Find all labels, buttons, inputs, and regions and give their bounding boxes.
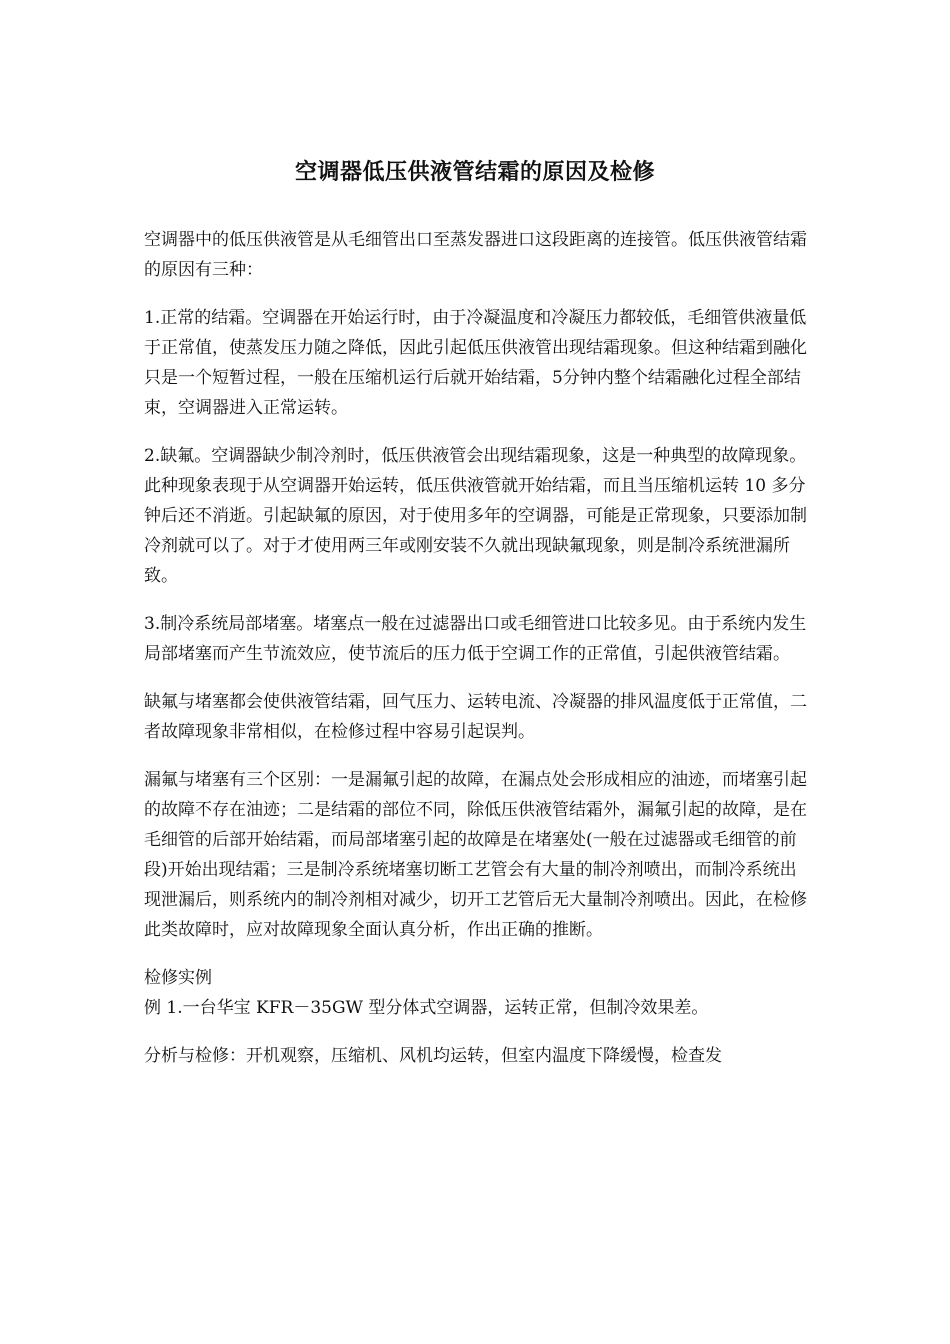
paragraph-example-1: 例 1.一台华宝 KFR－35GW 型分体式空调器，运转正常，但制冷效果差。 xyxy=(144,998,709,1018)
paragraph-analysis: 分析与检修：开机观察，压缩机、风机均运转，但室内温度下降缓慢，检查发 xyxy=(144,1046,722,1066)
paragraph-intro: 空调器中的低压供液管是从毛细管出口至蒸发器进口这段距离的连接管。低压供液管结霜的原因有三种： xyxy=(144,230,807,280)
paragraph-partial-blockage: 3.制冷系统局部堵塞。堵塞点一般在过滤器出口或毛细管进口比较多见。由于系统内发生局部堵塞而产生节流效应，使节流后的压力低于空调工作的正常值，引起供液管结霜。 xyxy=(144,614,807,664)
section-heading-repair-examples: 检修实例 xyxy=(144,968,212,988)
document-title: 空调器低压供液管结霜的原因及检修 xyxy=(294,159,655,185)
paragraph-similarity: 缺氟与堵塞都会使供液管结霜，回气压力、运转电流、冷凝器的排风温度低于正常值，二者故障现象非常相似，在检修过程中容易引起误判。 xyxy=(144,692,807,742)
paragraph-differences: 漏氟与堵塞有三个区别：一是漏氟引起的故障，在漏点处会形成相应的油迹，而堵塞引起的故障不存在油迹；二是结霜的部位不同，除低压供液管结霜外，漏氟引起的故障，是在毛细管的后部开始结霜，而局部堵塞引起的故障是在堵塞处(一般在过滤器或毛细管的前段)开始出现结霜；三是制冷系统堵塞切断工艺管会有大量的制冷剂喷出，而制冷系统出现泄漏后，则系统内的制冷剂相对减少，切开工艺管后无大量制冷剂喷出。因此，在检修此类故障时，应对故障现象全面认真分析，作出正确的推断。 xyxy=(144,770,807,940)
paragraph-normal-frost: 1.正常的结霜。空调器在开始运行时，由于冷凝温度和冷凝压力都较低，毛细管供液量低于正常值，使蒸发压力随之降低，因此引起低压供液管出现结霜现象。但这种结霜到融化只是一个短暂过程，一般在压缩机运行后就开始结霜，5分钟内整个结霜融化过程全部结束，空调器进入正常运转。 xyxy=(144,308,807,418)
document-body xyxy=(144,225,812,1089)
paragraph-refrigerant-shortage: 2.缺氟。空调器缺少制冷剂时，低压供液管会出现结霜现象，这是一种典型的故障现象。此种现象表现于从空调器开始运转，低压供液管就开始结霜，而且当压缩机运转 10 多分钟后还不消逝。引起缺氟的原因，对于使用多年的空调器，可能是正常现象，只要添加制冷剂就可以了。对于才使用两三年或刚安装不久就出现缺氟现象，则是制冷系统泄漏所致。 xyxy=(144,446,807,586)
